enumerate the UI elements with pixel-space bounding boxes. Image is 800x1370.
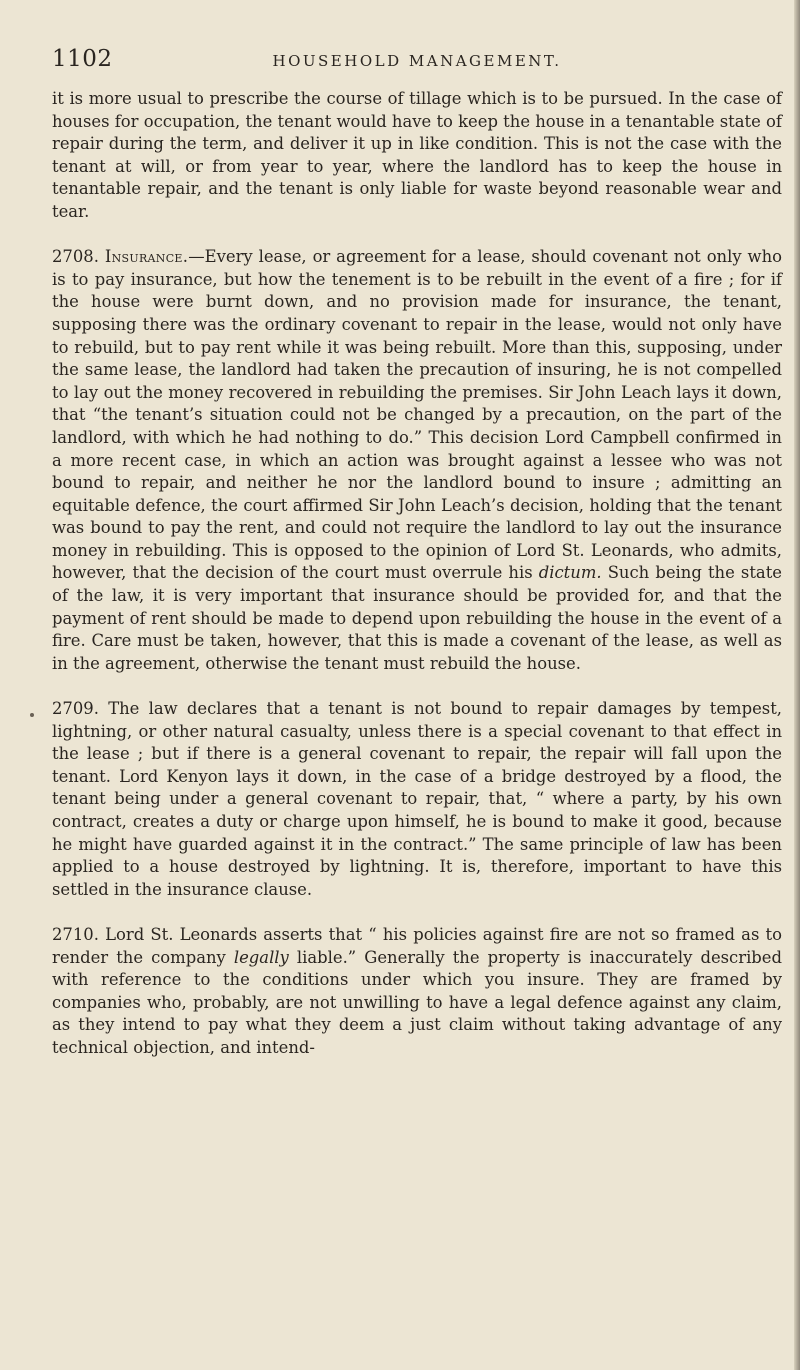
margin-mark xyxy=(30,713,34,717)
paragraph-text: Lord St. Leonards asserts that “ his policies against fire are not so framed as to render the company xyxy=(52,924,782,967)
page-body xyxy=(52,88,782,1060)
paragraph-text: —Every lease, or agreement for a lease, should covenant not only who is to pay insurance, but how the tenement is to be rebuilt in the event of a fire ; for if the house were burnt down, and no provision made for insurance, the tenant, supposing there was the ordinary covenant to repair in the lease, would not only have to rebuild, but to pay rent while it was being rebuilt. More than this, supposing, under the same lease, the landlord had taken the precaution of insuring, he is not compelled to lay out the money recovered in rebuilding the premises. Sir John Leach lays it down, that “the tenant’s situation could not be changed by a precaution, on the part of the landlord, with which he had nothing to do.” This decision Lord Campbell confirmed in a more recent case, in which an action was brought against a lessee who was not bound to repair, and neither he nor the landlord bound to insure ; admitting an equitable defence, the court affirmed Sir John Leach’s decision, holding that the tenant was bound to pay the rent, and could not require the landlord to lay out the insurance money in rebuilding. This is opposed to the opinion of Lord St. Leonards, who admits, however, that the decision of the court must overrule his xyxy=(52,247,782,583)
running-head: HOUSEHOLD MANAGEMENT. xyxy=(272,52,562,70)
paragraph-text: it is more usual to prescribe the course of tillage which is to be pursued. In the case of houses for occupation, the tenant would have to keep the house in a tenantable state of repair during the term, and deliver it up in like condition. This is not the case with the tenant at will, or from year to year, where the landlord has to keep the house in tenantable repair, and the tenant is only liable for waste beyond reasonable wear and tear. xyxy=(52,89,782,221)
paragraph-number: 2709. xyxy=(52,699,99,719)
page-header xyxy=(52,46,782,76)
paragraph-text: Such being the state of the law, it is very important that insurance should be provided for, and that the payment of rent should be made to depend upon rebuilding the house in the event of a fire. Care must be taken, however, that this is made a covenant of the lease, as well as in the agreement, otherwise the tenant must rebuild the house. xyxy=(52,563,782,673)
italic-term: legally xyxy=(233,947,289,967)
paragraph-2710 xyxy=(52,924,782,1060)
paragraph-text: liable.” Generally the property is inaccurately described with reference to the conditions under which you insure. They are framed by companies who, probably, are not unwilling to have a legal defence against any claim, as they intend to pay what they deem a just claim without taking advantage of any technical objection, and intend- xyxy=(52,947,782,1057)
page-edge-shadow xyxy=(794,0,800,1370)
paragraph-continuation xyxy=(52,88,782,224)
paragraph-text: The law declares that a tenant is not bound to repair damages by tempest, lightning, or other natural casualty, unless there is a special covenant to that effect in the lease ; but if there is a general covenant to repair, the repair will fall upon the tenant. Lord Kenyon lays it down, in the case of a bridge destroyed by a flood, the tenant being under a general covenant to repair, that, “ where a party, by his own contract, creates a duty or charge upon himself, he is bound to make it good, because he might have guarded against it in the contract.” The same principle of law has been applied to a house destroyed by lightning. It is, therefore, important to have this settled in the insurance clause. xyxy=(52,699,783,899)
italic-term: dictum. xyxy=(538,563,602,583)
paragraph-number: 2710. xyxy=(52,924,99,944)
paragraph-number: 2708. xyxy=(52,247,99,267)
paragraph-2708 xyxy=(52,246,782,675)
page-number: 1102 xyxy=(52,46,113,72)
paragraph-2709 xyxy=(52,698,782,901)
section-heading: Insurance. xyxy=(104,247,189,267)
